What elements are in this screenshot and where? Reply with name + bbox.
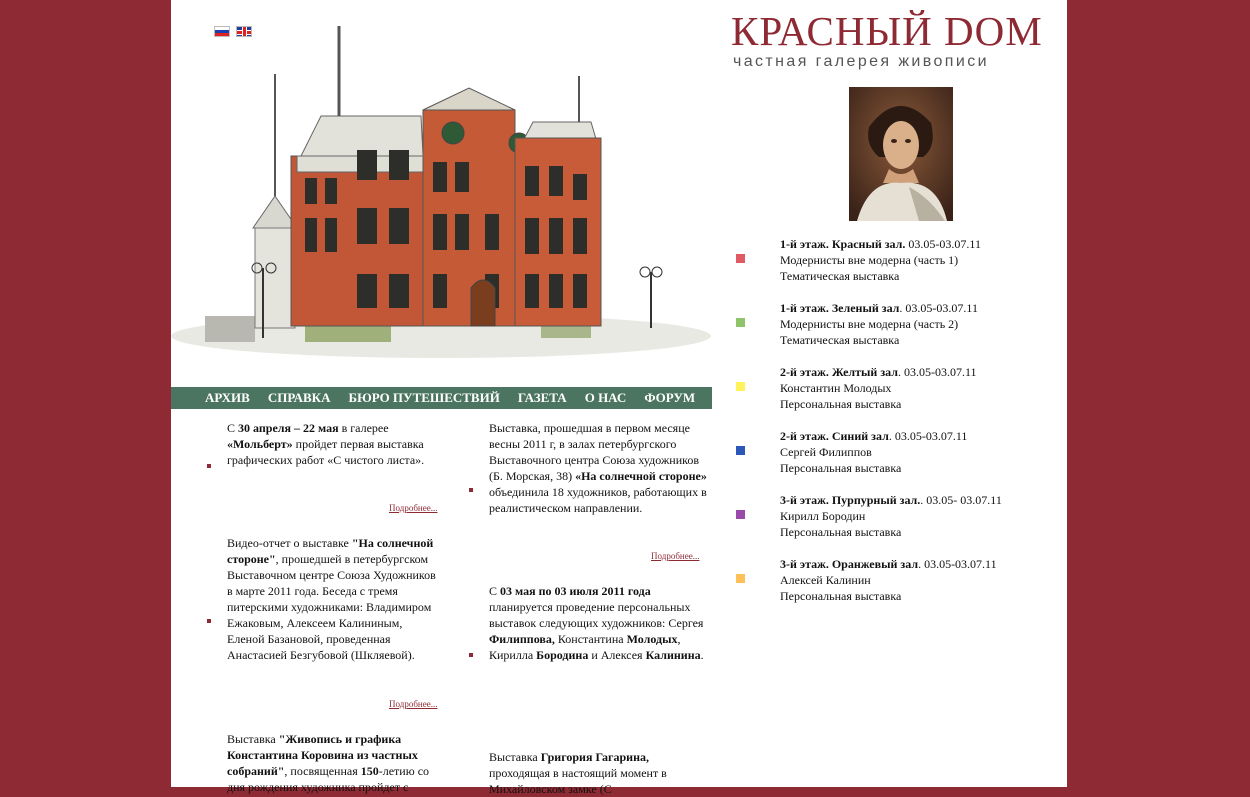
- main-navigation: [171, 387, 712, 409]
- portrait-painting-image[interactable]: [849, 87, 953, 221]
- news-date: 30 апреля – 22 мая: [238, 421, 339, 435]
- nav-forum[interactable]: ФОРУМ: [644, 390, 696, 405]
- news-item: [489, 420, 707, 516]
- news-text: планируется проведение персональных выставок следующих художников: Сергея: [489, 600, 704, 630]
- hall-entry-orange[interactable]: [734, 556, 1054, 604]
- hall-type: Персональная выставка: [780, 525, 902, 539]
- news-text: Выставка: [489, 750, 541, 764]
- nav-about[interactable]: О НАС: [584, 390, 627, 405]
- more-link[interactable]: Подробнее...: [389, 699, 438, 709]
- news-text: , Кирилла: [489, 632, 681, 662]
- hall-entry-blue[interactable]: [734, 428, 1054, 476]
- hall-dates: . 03.05-03.07.11: [888, 429, 968, 443]
- hall-type: Персональная выставка: [780, 397, 902, 411]
- hall-entry-yellow[interactable]: [734, 364, 1054, 412]
- news-bullet-icon: [469, 653, 473, 657]
- logo-title: КРАСНЫЙ DOM: [731, 8, 1043, 54]
- hall-entry-red[interactable]: [734, 236, 1054, 284]
- hall-title: 2-й этаж. Желтый зал: [780, 365, 898, 379]
- nav-archive[interactable]: АРХИВ: [205, 390, 250, 405]
- hall-artist: Константин Молодых: [780, 381, 892, 395]
- page: [171, 0, 1067, 796]
- blue-hall-icon: [736, 446, 745, 455]
- news-artist: Бородина: [536, 648, 589, 662]
- hall-title: 2-й этаж. Синий зал: [780, 429, 889, 443]
- green-hall-icon: [736, 318, 745, 327]
- news-text: в галерее: [338, 421, 389, 435]
- more-link[interactable]: Подробнее...: [389, 503, 438, 513]
- news-item: [489, 749, 707, 797]
- news-exhibition-title: "Живопись и графика Константина Коровина из частных собраний": [227, 732, 418, 778]
- news-text: , прошедшей в петербургском Выставочном центре Союза Художников в марте 2011 года. Беседа с тремя питерскими художниками: Владимиром Ежаковым, Алексеем Калининым, Еленой Базановой, проведенная Анастасией Безгубовой (Шкляевой).: [227, 552, 436, 662]
- news-artist: Калинина: [645, 648, 701, 662]
- nav-travel-bureau[interactable]: БЮРО ПУТЕШЕСТВИЙ: [348, 390, 500, 405]
- hall-dates: . 03.05-03.07.11: [899, 301, 978, 315]
- news-bullet-icon: [469, 488, 473, 492]
- hall-text: [780, 492, 1002, 540]
- news-item: [227, 731, 441, 795]
- news-date: 03 мая по 03 июля 2011 года: [500, 584, 651, 598]
- hall-title: 1-й этаж. Зеленый зал: [780, 301, 900, 315]
- hall-type: Персональная выставка: [780, 589, 902, 603]
- news-text: Выставка, прошедшая в первом месяце весны 2011 г, в залах петербургского Выставочного центра Союза художников (Б. Морская, 38): [489, 421, 699, 483]
- hall-text: [780, 300, 978, 348]
- hall-title: 1-й этаж. Красный зал.: [780, 237, 906, 251]
- hall-dates: 03.05-03.07.11: [905, 237, 981, 251]
- news-artist: Филиппова,: [489, 632, 555, 646]
- news-number: 150: [360, 764, 379, 778]
- news-item: [227, 535, 441, 663]
- hall-artist: Модернисты вне модерна (часть 2): [780, 317, 959, 331]
- hall-artist: Модернисты вне модерна (часть 1): [780, 253, 959, 267]
- news-bullet-icon: [207, 619, 211, 623]
- news-artist: Молодых: [626, 632, 678, 646]
- yellow-hall-icon: [736, 382, 745, 391]
- news-text: .: [700, 648, 704, 662]
- news-text: С: [227, 421, 239, 435]
- hall-title: 3-й этаж. Пурпурный зал.: [780, 493, 921, 507]
- news-text: объединила 18 художников, работающих в реалистическом направлении.: [489, 485, 707, 515]
- hall-dates: . 03.05-03.07.11: [918, 557, 997, 571]
- news-text: проходящая в настоящий момент в Михайловском замке (С: [489, 766, 667, 796]
- hall-type: Тематическая выставка: [780, 269, 900, 283]
- hall-text: [780, 428, 967, 476]
- news-item: [489, 583, 707, 663]
- hall-title: 3-й этаж. Оранжевый зал: [780, 557, 919, 571]
- news-text: и Алексея: [588, 648, 646, 662]
- gallery-logo[interactable]: [731, 10, 1051, 72]
- hall-text: [780, 236, 981, 284]
- hall-type: Тематическая выставка: [780, 333, 900, 347]
- hall-entry-green[interactable]: [734, 300, 1054, 348]
- news-exhibition-title: «На солнечной стороне»: [575, 469, 707, 483]
- news-item: [227, 420, 441, 468]
- news-venue: «Мольберт»: [227, 437, 293, 451]
- red-hall-icon: [736, 254, 745, 263]
- news-text: -летию со дня рождения художника пройдет с: [227, 764, 430, 794]
- news-text: Выставка: [227, 732, 279, 746]
- hall-dates: . 03.05-03.07.11: [898, 365, 977, 379]
- news-exhibition-title: "На солнечной стороне": [227, 536, 434, 566]
- more-link[interactable]: Подробнее...: [651, 551, 700, 561]
- hall-type: Персональная выставка: [780, 461, 902, 475]
- news-text: Константина: [554, 632, 627, 646]
- news-text: , посвященная: [284, 764, 361, 778]
- nav-help[interactable]: СПРАВКА: [267, 390, 331, 405]
- hall-artist: Сергей Филиппов: [780, 445, 872, 459]
- hall-artist: Кирилл Бородин: [780, 509, 866, 523]
- hall-artist: Алексей Калинин: [780, 573, 871, 587]
- news-text: пройдет первая выставка графических работ «С чистого листа».: [227, 437, 425, 467]
- hall-dates: . 03.05- 03.07.11: [920, 493, 1002, 507]
- logo-subtitle: частная галерея живописи: [733, 53, 989, 70]
- news-text: С: [489, 584, 501, 598]
- orange-hall-icon: [736, 574, 745, 583]
- purple-hall-icon: [736, 510, 745, 519]
- nav-newspaper[interactable]: ГАЗЕТА: [517, 390, 567, 405]
- news-bullet-icon: [207, 464, 211, 468]
- gallery-building-image: [171, 18, 712, 363]
- news-artist: Григория Гагарина,: [540, 750, 649, 764]
- hall-entry-purple[interactable]: [734, 492, 1054, 540]
- hall-text: [780, 364, 977, 412]
- news-text: Видео-отчет о выставке: [227, 536, 352, 550]
- hall-text: [780, 556, 997, 604]
